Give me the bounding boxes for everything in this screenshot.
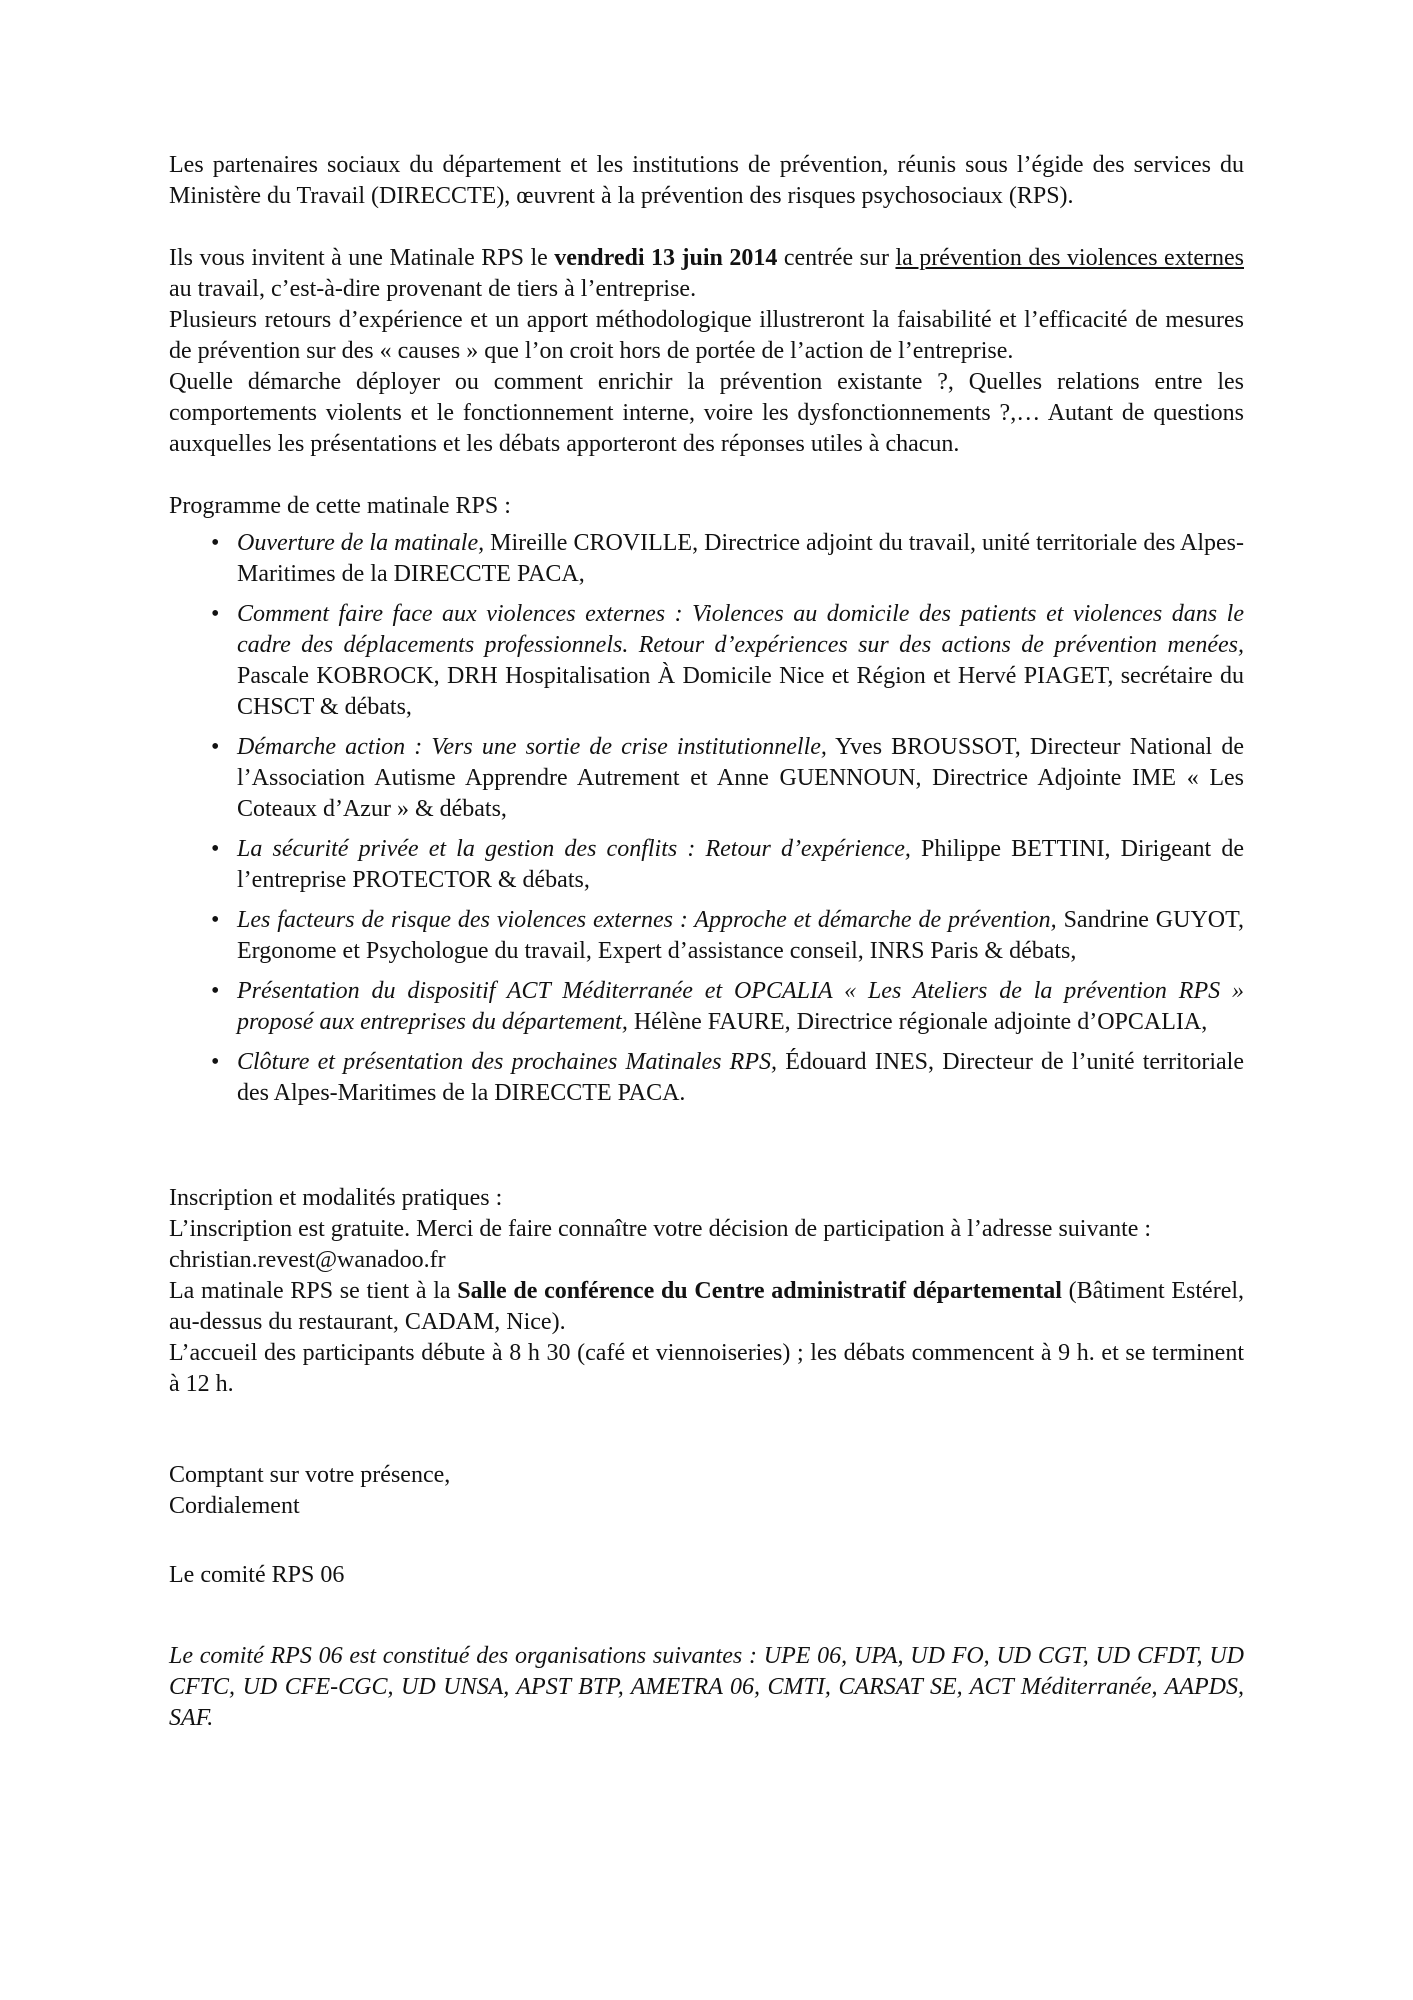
session-title: Présentation du dispositif ACT Méditerranée et OPCALIA « Les Ateliers de la prévention RPS » proposé aux entreprises du département, (237, 978, 1244, 1035)
venue-text-2: (Bâtiment Estérel, au-dessus du restaurant, CADAM, Nice). (169, 1278, 1245, 1335)
session-speaker: Yves BROUSSOT, Directeur National de l’Association Autisme Apprendre Autrement et Anne GUENNOUN, Directrice Adjointe IME « Les Coteaux d’Azur » & débats, (237, 734, 1244, 822)
session-speaker: Philippe BETTINI, Dirigeant de l’entreprise PROTECTOR & débats, (237, 836, 1245, 893)
paragraph-partners: Les partenaires sociaux du département et les institutions de prévention, réunis sous l’égide des services du Ministère du Travail (DIRECCTE), œuvrent à la prévention des risques psychosociaux (RPS). (169, 152, 1244, 209)
program-item-facteurs-risque (169, 905, 1244, 967)
session-speaker: Pascale KOBROCK, DRH Hospitalisation À Domicile Nice et Région et Hervé PIAGET, secrétaire du CHSCT & débats, (237, 663, 1244, 720)
program-item-violences-externes (169, 599, 1244, 723)
venue-line (169, 1276, 1244, 1338)
invitation-text-3: au travail, c’est-à-dire provenant de tiers à l’entreprise. (169, 276, 697, 302)
session-title: La sécurité privée et la gestion des conflits : Retour d’expérience, (237, 836, 911, 862)
committee-note: Le comité RPS 06 est constitué des organisations suivantes : UPE 06, UPA, UD FO, UD CGT, UD CFDT, UD CFTC, UD CFE-CGC, UD UNSA, APST BTP, AMETRA 06, CMTI, CARSAT SE, ACT Méditerranée, AAPDS, SAF. (169, 1643, 1244, 1731)
program-item-ouverture (169, 528, 1244, 590)
email-address: christian.revest@wanadoo.fr (169, 1247, 446, 1273)
bullet-icon: • (211, 1049, 220, 1075)
closing-presence: Comptant sur votre présence, (169, 1462, 451, 1488)
paragraph-methodology: Plusieurs retours d’expérience et un apport méthodologique illustreront la faisabilité et l’efficacité de mesures de prévention sur des « causes » que l’on croit hors de portée de l’action de l’entreprise. (169, 307, 1244, 364)
session-title: Clôture et présentation des prochaines Matinales RPS, (237, 1049, 777, 1075)
program-item-dispositif-act (169, 976, 1244, 1038)
program-item-cloture (169, 1047, 1244, 1109)
session-speaker: Mireille CROVILLE, Directrice adjoint du travail, unité territoriale des Alpes-Maritimes de la DIRECCTE PACA, (237, 530, 1245, 587)
session-title: Ouverture de la matinale, (237, 530, 485, 556)
invitation-text-1: Ils vous invitent à une Matinale RPS le (169, 245, 555, 271)
bullet-icon: • (211, 530, 220, 556)
program-list (169, 528, 1244, 1109)
session-title: Comment faire face aux violences externes : Violences au domicile des patients et violences dans le cadre des déplacements professionnels. Retour d’expériences sur des actions de prévention menées, (237, 601, 1244, 658)
event-date: vendredi 13 juin 2014 (554, 245, 778, 271)
schedule-line: L’accueil des participants débute à 8 h 30 (café et viennoiseries) ; les débats commencent à 9 h. et se terminent à 12 h. (169, 1340, 1244, 1397)
paragraph-questions: Quelle démarche déployer ou comment enrichir la prévention existante ?, Quelles relations entre les comportements violents et le fonctionnement interne, voire les dysfonctionnements ?,… Autant de questions auxquelles les présentations et les débats apporteront des réponses utiles à chacun. (169, 369, 1244, 457)
closing-cordialement: Cordialement (169, 1493, 300, 1519)
invitation-text-2: centrée sur (777, 245, 896, 271)
session-speaker: Édouard INES, Directeur de l’unité territoriale des Alpes-Maritimes de la DIRECCTE PACA. (237, 1049, 1244, 1106)
letter-body (169, 150, 1244, 1734)
bullet-icon: • (211, 601, 220, 627)
registration-section (169, 1183, 1244, 1400)
bullet-icon: • (211, 836, 220, 862)
registration-free-line: L’inscription est gratuite. Merci de faire connaître votre décision de participation à l’adresse suivante : (169, 1216, 1152, 1242)
program-item-demarche-action (169, 732, 1244, 825)
registration-heading: Inscription et modalités pratiques : (169, 1185, 503, 1211)
signature-line: Le comité RPS 06 (169, 1562, 345, 1588)
session-title: Les facteurs de risque des violences externes : Approche et démarche de prévention, (237, 907, 1057, 933)
closing-section (169, 1460, 1244, 1522)
bullet-icon: • (211, 907, 220, 933)
event-topic-underlined: la prévention des violences externes (895, 245, 1244, 271)
program-item-securite-privee (169, 834, 1244, 896)
paragraph-invitation (169, 243, 1244, 305)
program-heading: Programme de cette matinale RPS : (169, 493, 511, 519)
session-speaker: Hélène FAURE, Directrice régionale adjointe d’OPCALIA, (627, 1009, 1208, 1035)
session-title: Démarche action : Vers une sortie de crise institutionnelle, (237, 734, 827, 760)
session-speaker: Sandrine GUYOT, Ergonome et Psychologue du travail, Expert d’assistance conseil, INRS Paris & débats, (237, 907, 1244, 964)
venue-text-1: La matinale RPS se tient à la (169, 1278, 458, 1304)
bullet-icon: • (211, 734, 220, 760)
bullet-icon: • (211, 978, 220, 1004)
venue-name: Salle de conférence du Centre administratif départemental (457, 1278, 1062, 1304)
